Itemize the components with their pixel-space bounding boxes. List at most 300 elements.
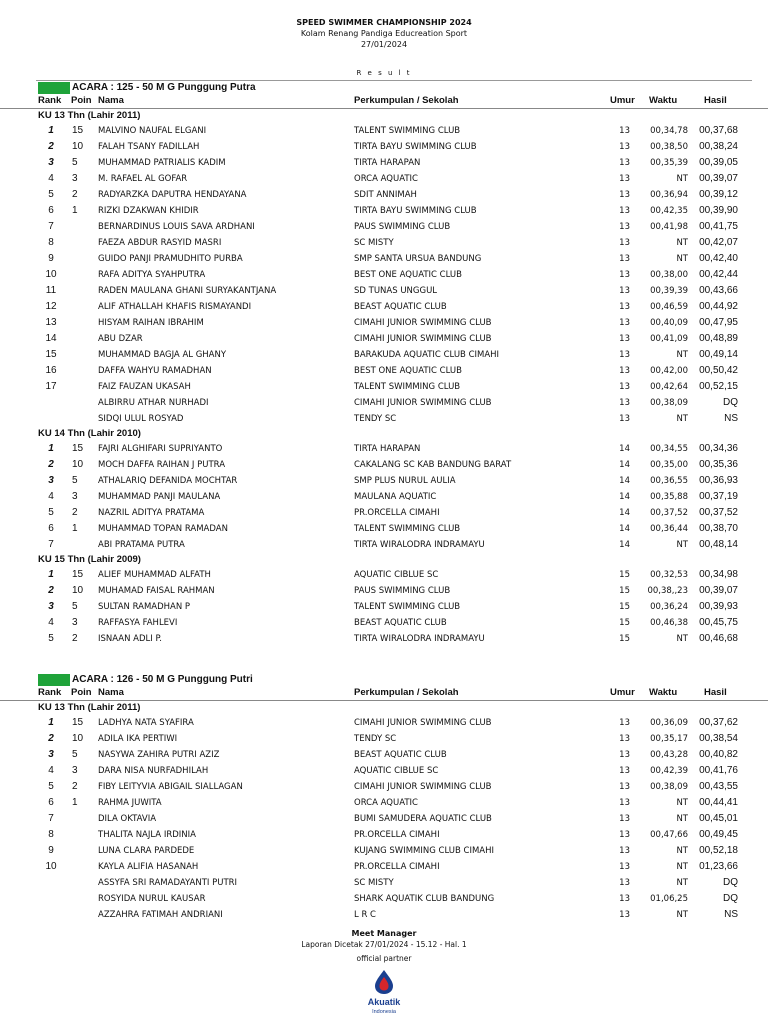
cell-poin: 15 [72, 125, 84, 136]
cell-hasil: 00,50,42 [699, 365, 738, 376]
cell-rank: 6 [48, 797, 54, 808]
cell-nama: DAFFA WAHYU RAMADHAN [98, 366, 212, 376]
cell-rank: 2 [48, 459, 54, 470]
cell-poin: 5 [72, 475, 78, 486]
cell-waktu: NT [676, 540, 688, 550]
cell-waktu: NT [676, 254, 688, 264]
cell-hasil: 00,44,92 [699, 301, 738, 312]
cell-rank: 5 [48, 781, 54, 792]
cell-hasil: 00,42,07 [699, 237, 738, 248]
cell-umur: 13 [619, 382, 630, 392]
cell-rank: 8 [48, 829, 54, 840]
result-row [0, 299, 768, 315]
cell-poin: 10 [72, 585, 84, 596]
cell-nama: SIDQI ULUL ROSYAD [98, 414, 184, 424]
cell-hasil: 00,39,12 [699, 189, 738, 200]
cell-nama: KAYLA ALIFIA HASANAH [98, 862, 199, 872]
cell-waktu: NT [676, 798, 688, 808]
age-group-label [0, 701, 768, 715]
col-hasil-header: Hasil [704, 687, 727, 698]
cell-umur: 14 [619, 444, 630, 454]
cell-poin: 15 [72, 443, 84, 454]
cell-waktu: 00,36,24 [650, 602, 688, 612]
col-rank-header: Rank [38, 687, 62, 698]
cell-umur: 13 [619, 830, 630, 840]
cell-club: AQUATIC CIBLUE SC [354, 570, 439, 580]
cell-hasil: 00,36,93 [699, 475, 738, 486]
cell-waktu: 00,36,94 [650, 190, 688, 200]
cell-nama: ROSYIDA NURUL KAUSAR [98, 894, 206, 904]
cell-poin: 10 [72, 141, 84, 152]
cell-waktu: 00,46,59 [650, 302, 688, 312]
cell-hasil: 00,52,18 [699, 845, 738, 856]
cell-club: TIRTA HARAPAN [354, 158, 421, 168]
cell-rank: 15 [45, 349, 57, 360]
result-row [0, 235, 768, 251]
cell-nama: RADEN MAULANA GHANI SURYAKANTJANA [98, 286, 277, 296]
cell-nama: BERNARDINUS LOUIS SAVA ARDHANI [98, 222, 255, 232]
result-row [0, 811, 768, 827]
cell-rank: 2 [48, 585, 54, 596]
cell-umur: 13 [619, 878, 630, 888]
cell-hasil: NS [724, 909, 738, 920]
cell-rank: 2 [48, 141, 54, 152]
cell-umur: 13 [619, 126, 630, 136]
cell-nama: THALITA NAJLA IRDINIA [98, 830, 196, 840]
result-row [0, 907, 768, 923]
cell-nama: NAZRIL ADITYA PRATAMA [98, 508, 205, 518]
column-header-row [0, 686, 768, 701]
result-row [0, 457, 768, 473]
result-row [0, 537, 768, 553]
result-row [0, 203, 768, 219]
result-row [0, 843, 768, 859]
cell-hasil: 00,52,15 [699, 381, 738, 392]
cell-umur: 13 [619, 846, 630, 856]
cell-umur: 13 [619, 254, 630, 264]
col-waktu-header: Waktu [649, 687, 678, 698]
cell-nama: DILA OKTAVIA [98, 814, 157, 824]
cell-rank: 4 [48, 617, 54, 628]
cell-rank: 1 [48, 569, 54, 580]
cell-rank: 1 [48, 717, 54, 728]
cell-waktu: 00,36,09 [650, 718, 688, 728]
cell-rank: 4 [48, 491, 54, 502]
cell-hasil: 00,37,68 [699, 125, 738, 136]
cell-hasil: 00,48,14 [699, 539, 738, 550]
meet-manager-label: Meet Manager [351, 929, 417, 938]
cell-waktu: 00,35,00 [650, 460, 688, 470]
age-group-label [0, 109, 768, 123]
cell-hasil: 00,35,36 [699, 459, 738, 470]
event-date: 27/01/2024 [360, 40, 408, 49]
cell-waktu: 00,38,00 [650, 270, 688, 280]
age-group-text: KU 15 Thn (Lahir 2009) [38, 554, 141, 565]
result-row [0, 315, 768, 331]
cell-club: CIMAHI JUNIOR SWIMMING CLUB [354, 334, 492, 344]
result-row [0, 283, 768, 299]
cell-poin: 2 [72, 507, 78, 518]
result-row [0, 219, 768, 235]
cell-umur: 14 [619, 460, 630, 470]
cell-umur: 13 [619, 286, 630, 296]
cell-hasil: 00,37,52 [699, 507, 738, 518]
print-info: Laporan Dicetak 27/01/2024 - 15.12 - Hal. 1 [301, 940, 467, 949]
result-row [0, 187, 768, 203]
cell-hasil: 00,45,01 [699, 813, 738, 824]
cell-umur: 13 [619, 350, 630, 360]
cell-nama: MUHAMMAD PANJI MAULANA [98, 492, 221, 502]
cell-waktu: 00,35,88 [650, 492, 688, 502]
cell-nama: FAJRI ALGHIFARI SUPRIYANTO [98, 444, 223, 454]
venue: Kolam Renang Pandiga Educreation Sport [300, 29, 468, 38]
cell-poin: 1 [72, 797, 78, 808]
cell-club: PR.ORCELLA CIMAHI [354, 508, 440, 518]
cell-nama: ISNAAN ADLI P. [98, 634, 162, 644]
result-row [0, 583, 768, 599]
event-section-126 [0, 674, 768, 923]
result-row [0, 779, 768, 795]
cell-club: SDIT ANNIMAH [354, 190, 417, 200]
logo-text: Akuatik [367, 997, 401, 1007]
cell-club: KUJANG SWIMMING CLUB CIMAHI [354, 846, 495, 856]
cell-club: BEST ONE AQUATIC CLUB [354, 270, 462, 280]
event-title: ACARA : 125 - 50 M G Punggung Putra [72, 82, 256, 93]
result-row [0, 891, 768, 907]
result-row [0, 171, 768, 187]
cell-waktu: 00,46,38 [650, 618, 688, 628]
cell-nama: RAHMA JUWITA [98, 798, 162, 808]
result-row [0, 155, 768, 171]
cell-umur: 15 [619, 586, 630, 596]
cell-hasil: 00,43,55 [699, 781, 738, 792]
result-row [0, 395, 768, 411]
cell-nama: M. RAFAEL AL GOFAR [98, 174, 188, 184]
cell-club: ORCA AQUATIC [354, 174, 418, 184]
cell-rank: 9 [48, 253, 54, 264]
cell-nama: ASSYFA SRI RAMADAYANTI PUTRI [98, 878, 238, 888]
cell-waktu: NT [676, 846, 688, 856]
age-group-text: KU 13 Thn (Lahir 2011) [38, 702, 141, 713]
result-row [0, 875, 768, 891]
cell-rank: 1 [48, 443, 54, 454]
cell-waktu: NT [676, 878, 688, 888]
result-row [0, 599, 768, 615]
col-umur-header: Umur [610, 687, 635, 698]
cell-hasil: 00,49,45 [699, 829, 738, 840]
cell-club: TIRTA BAYU SWIMMING CLUB [354, 142, 477, 152]
result-row [0, 747, 768, 763]
cell-club: SMP SANTA URSUA BANDUNG [354, 254, 482, 264]
cell-waktu: 00,40,09 [650, 318, 688, 328]
result-row [0, 139, 768, 155]
age-group-text: KU 13 Thn (Lahir 2011) [38, 110, 141, 121]
cell-rank: 4 [48, 173, 54, 184]
event-title: ACARA : 126 - 50 M G Punggung Putri [72, 674, 253, 685]
cell-nama: MUHAMMAD PATRIALIS KADIM [98, 158, 226, 168]
col-club-header: Perkumpulan / Sekolah [354, 687, 459, 698]
cell-nama: GUIDO PANJI PRAMUDHITO PURBA [98, 254, 243, 264]
cell-waktu: 00,34,78 [650, 126, 688, 136]
cell-hasil: DQ [723, 877, 738, 888]
cell-rank: 7 [48, 221, 54, 232]
cell-poin: 1 [72, 523, 78, 534]
cell-poin: 15 [72, 569, 84, 580]
cell-nama: ATHALARIQ DEFANIDA MOCHTAR [98, 476, 238, 486]
cell-waktu: 00,38,09 [650, 782, 688, 792]
cell-umur: 13 [619, 766, 630, 776]
cell-poin: 10 [72, 459, 84, 470]
cell-nama: FAEZA ABDUR RASYID MASRI [98, 238, 222, 248]
cell-umur: 13 [619, 814, 630, 824]
cell-hasil: 00,41,76 [699, 765, 738, 776]
logo-subtext: Indonesia [372, 1009, 396, 1015]
cell-umur: 14 [619, 524, 630, 534]
cell-umur: 13 [619, 334, 630, 344]
result-row [0, 123, 768, 139]
cell-umur: 13 [619, 366, 630, 376]
cell-waktu: NT [676, 634, 688, 644]
cell-hasil: 00,34,36 [699, 443, 738, 454]
cell-club: CIMAHI JUNIOR SWIMMING CLUB [354, 782, 492, 792]
cell-club: PR.ORCELLA CIMAHI [354, 862, 440, 872]
cell-umur: 14 [619, 476, 630, 486]
result-row [0, 521, 768, 537]
cell-hasil: 00,49,14 [699, 349, 738, 360]
cell-hasil: DQ [723, 397, 738, 408]
cell-rank: 3 [48, 475, 54, 486]
cell-hasil: 00,37,62 [699, 717, 738, 728]
cell-umur: 13 [619, 750, 630, 760]
cell-club: TALENT SWIMMING CLUB [354, 602, 461, 612]
result-row [0, 347, 768, 363]
cell-club: TIRTA HARAPAN [354, 444, 421, 454]
cell-waktu: 00,38,,23 [647, 586, 688, 596]
result-row [0, 441, 768, 457]
cell-umur: 13 [619, 238, 630, 248]
cell-club: SC MISTY [354, 238, 394, 248]
cell-rank: 5 [48, 189, 54, 200]
cell-poin: 2 [72, 781, 78, 792]
cell-nama: MALVINO NAUFAL ELGANI [98, 126, 207, 136]
cell-club: CIMAHI JUNIOR SWIMMING CLUB [354, 398, 492, 408]
cell-umur: 14 [619, 508, 630, 518]
result-label: R e s u l t [356, 69, 412, 77]
cell-umur: 13 [619, 222, 630, 232]
cell-umur: 14 [619, 492, 630, 502]
cell-club: PR.ORCELLA CIMAHI [354, 830, 440, 840]
cell-waktu: NT [676, 174, 688, 184]
cell-nama: FIBY LEITYVIA ABIGAIL SIALLAGAN [98, 782, 243, 792]
cell-rank: 5 [48, 507, 54, 518]
cell-umur: 13 [619, 862, 630, 872]
result-row [0, 615, 768, 631]
col-hasil-header: Hasil [704, 95, 727, 106]
cell-rank: 8 [48, 237, 54, 248]
cell-poin: 2 [72, 633, 78, 644]
cell-waktu: 00,34,55 [650, 444, 688, 454]
header-divider [36, 80, 752, 81]
result-row [0, 763, 768, 779]
result-row [0, 251, 768, 267]
cell-umur: 13 [619, 206, 630, 216]
cell-club: TENDY SC [354, 414, 397, 424]
cell-waktu: 00,39,39 [650, 286, 688, 296]
cell-waktu: 01,06,25 [650, 894, 688, 904]
cell-club: PAUS SWIMMING CLUB [354, 586, 451, 596]
cell-rank: 17 [45, 381, 57, 392]
cell-hasil: 00,46,68 [699, 633, 738, 644]
col-poin-header: Poin [71, 95, 92, 106]
result-row [0, 631, 768, 647]
cell-club: TALENT SWIMMING CLUB [354, 382, 461, 392]
cell-nama: RAFFASYA FAHLEVI [98, 618, 178, 628]
cell-rank: 14 [45, 333, 57, 344]
col-umur-header: Umur [610, 95, 635, 106]
result-row [0, 505, 768, 521]
cell-rank: 2 [48, 733, 54, 744]
result-row [0, 473, 768, 489]
cell-club: SHARK AQUATIK CLUB BANDUNG [354, 894, 495, 904]
cell-club: SC MISTY [354, 878, 394, 888]
cell-umur: 13 [619, 270, 630, 280]
cell-umur: 13 [619, 190, 630, 200]
cell-rank: 4 [48, 765, 54, 776]
cell-waktu: 00,42,35 [650, 206, 688, 216]
cell-rank: 10 [45, 861, 57, 872]
result-row [0, 731, 768, 747]
col-waktu-header: Waktu [649, 95, 678, 106]
cell-rank: 3 [48, 157, 54, 168]
cell-waktu: 00,35,17 [650, 734, 688, 744]
akuatik-indonesia-logo [364, 968, 404, 1016]
cell-hasil: 00,48,89 [699, 333, 738, 344]
cell-nama: LUNA CLARA PARDEDE [98, 846, 195, 856]
cell-club: TIRTA BAYU SWIMMING CLUB [354, 206, 477, 216]
cell-poin: 3 [72, 765, 78, 776]
cell-nama: LADHYA NATA SYAFIRA [98, 718, 194, 728]
cell-club: ORCA AQUATIC [354, 798, 418, 808]
cell-rank: 9 [48, 845, 54, 856]
championship-title: SPEED SWIMMER CHAMPIONSHIP 2024 [296, 18, 472, 27]
result-row [0, 827, 768, 843]
cell-hasil: 00,39,07 [699, 585, 738, 596]
col-club-header: Perkumpulan / Sekolah [354, 95, 459, 106]
cell-waktu: 00,36,44 [650, 524, 688, 534]
result-row [0, 859, 768, 875]
cell-hasil: 00,38,70 [699, 523, 738, 534]
cell-nama: RADYARZKA DAPUTRA HENDAYANA [98, 190, 247, 200]
cell-nama: ABU DZAR [98, 334, 143, 344]
cell-umur: 15 [619, 570, 630, 580]
cell-club: CAKALANG SC KAB BANDUNG BARAT [354, 460, 512, 470]
cell-waktu: NT [676, 862, 688, 872]
column-header-row [0, 94, 768, 109]
cell-club: MAULANA AQUATIC [354, 492, 437, 502]
cell-poin: 5 [72, 157, 78, 168]
cell-club: BEAST AQUATIC CLUB [354, 618, 447, 628]
cell-nama: RIZKI DZAKWAN KHIDIR [98, 206, 199, 216]
cell-nama: ADILA IKA PERTIWI [98, 734, 178, 744]
cell-club: BEST ONE AQUATIC CLUB [354, 366, 462, 376]
cell-club: TIRTA WIRALODRA INDRAMAYU [354, 540, 485, 550]
cell-hasil: 00,41,75 [699, 221, 738, 232]
cell-waktu: NT [676, 414, 688, 424]
cell-umur: 15 [619, 618, 630, 628]
cell-waktu: 00,35,39 [650, 158, 688, 168]
cell-umur: 13 [619, 142, 630, 152]
cell-waktu: 00,41,09 [650, 334, 688, 344]
cell-club: PAUS SWIMMING CLUB [354, 222, 451, 232]
cell-poin: 5 [72, 749, 78, 760]
cell-umur: 15 [619, 634, 630, 644]
cell-nama: HISYAM RAIHAN IBRAHIM [98, 318, 204, 328]
col-rank-header: Rank [38, 95, 62, 106]
cell-nama: DARA NISA NURFADHILAH [98, 766, 209, 776]
event-title-bar [0, 674, 768, 686]
result-row [0, 795, 768, 811]
cell-umur: 13 [619, 910, 630, 920]
cell-club: BARAKUDA AQUATIC CLUB CIMAHI [354, 350, 500, 360]
cell-umur: 13 [619, 158, 630, 168]
result-row [0, 267, 768, 283]
cell-poin: 1 [72, 205, 78, 216]
cell-waktu: 00,41,98 [650, 222, 688, 232]
cell-hasil: 00,42,40 [699, 253, 738, 264]
cell-rank: 16 [45, 365, 57, 376]
cell-rank: 1 [48, 125, 54, 136]
cell-nama: MUHAMMAD TOPAN RAMADAN [98, 524, 228, 534]
cell-club: BUMI SAMUDERA AQUATIC CLUB [354, 814, 492, 824]
result-row [0, 363, 768, 379]
cell-poin: 3 [72, 617, 78, 628]
result-row [0, 489, 768, 505]
cell-nama: MUHAMMAD BAGJA AL GHANY [98, 350, 227, 360]
event-marker [38, 674, 70, 686]
cell-poin: 3 [72, 173, 78, 184]
cell-waktu: 00,38,09 [650, 398, 688, 408]
cell-rank: 13 [45, 317, 57, 328]
event-title-bar [0, 82, 768, 94]
col-nama-header: Nama [98, 687, 124, 698]
age-group-label [0, 553, 768, 567]
cell-waktu: 00,42,64 [650, 382, 688, 392]
cell-nama: FAIZ FAUZAN UKASAH [98, 382, 191, 392]
cell-nama: ALIEF MUHAMMAD ALFATH [98, 570, 211, 580]
cell-hasil: 00,47,95 [699, 317, 738, 328]
cell-rank: 10 [45, 269, 57, 280]
cell-umur: 15 [619, 602, 630, 612]
cell-umur: 13 [619, 782, 630, 792]
cell-rank: 6 [48, 523, 54, 534]
cell-hasil: 00,37,19 [699, 491, 738, 502]
cell-nama: ALIF ATHALLAH KHAFIS RISMAYANDI [98, 302, 252, 312]
result-row [0, 379, 768, 395]
cell-club: L R C [354, 910, 376, 920]
cell-poin: 10 [72, 733, 84, 744]
cell-club: CIMAHI JUNIOR SWIMMING CLUB [354, 318, 492, 328]
cell-waktu: 00,37,52 [650, 508, 688, 518]
cell-nama: ABI PRATAMA PUTRA [98, 540, 185, 550]
cell-hasil: 00,34,98 [699, 569, 738, 580]
cell-nama: SULTAN RAMADHAN P [98, 602, 191, 612]
cell-waktu: 00,42,00 [650, 366, 688, 376]
cell-waktu: 00,38,50 [650, 142, 688, 152]
cell-hasil: DQ [723, 893, 738, 904]
cell-umur: 13 [619, 398, 630, 408]
cell-waktu: 00,42,39 [650, 766, 688, 776]
partner-label: official partner [356, 954, 412, 963]
